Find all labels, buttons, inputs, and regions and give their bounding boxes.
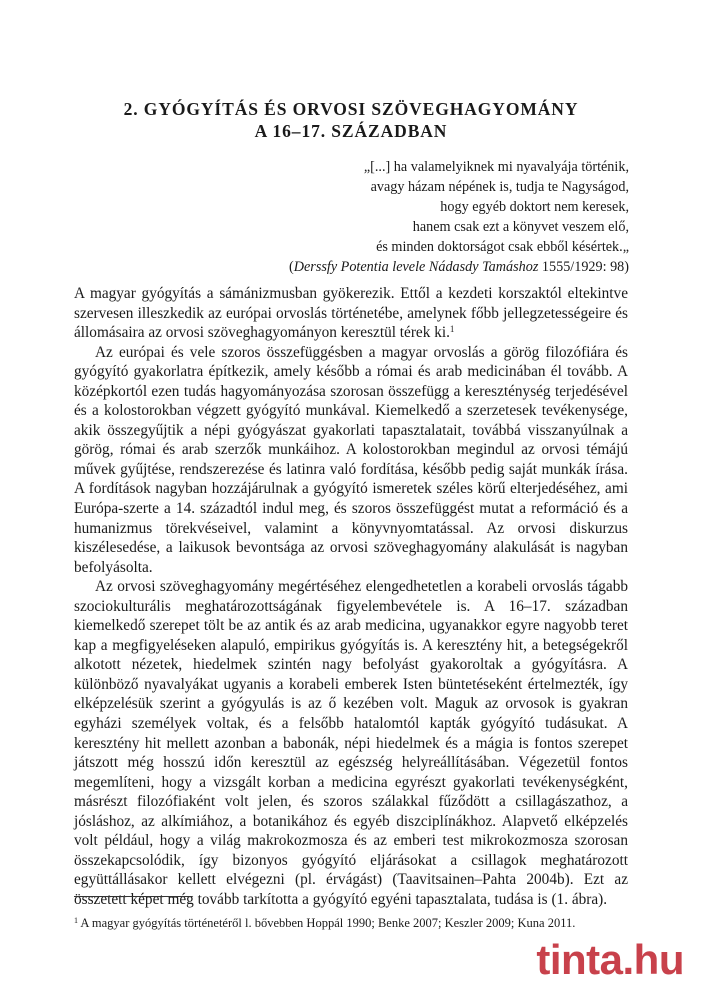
- chapter-heading: [0, 98, 702, 142]
- epigraph-line: „[...] ha valamelyiknek mi nyavalyája történik,: [363, 159, 629, 175]
- footnote-ref[interactable]: 1: [449, 324, 455, 335]
- body-text: [74, 284, 628, 910]
- chapter-heading-line-1: 2. GYÓGYÍTÁS ÉS ORVOSI SZÖVEGHAGYOMÁNY: [123, 99, 579, 119]
- epigraph-line: hogy egyéb doktort nem keresek,: [440, 199, 629, 215]
- epigraph-line: és minden doktorságot csak ebből késértek.„: [376, 239, 629, 255]
- chapter-heading-line-2: A 16–17. SZÁZADBAN: [254, 121, 448, 141]
- watermark-logo: tinta.hu: [536, 936, 684, 983]
- paragraph-3: Az orvosi szöveghagyomány megértéséhez elengedhetetlen a korabeli orvoslás tágabb szociokulturális meghatározottságának figyelembevétele is. A 16–17. században kiemelkedő szerepet tölt be az antik és az arab medicina, ugyanakkor egyre nagyobb teret kap a megfigyeléseken alapuló, empirikus gyógyítás is. A keresztény hit, a betegségekről alkotott nézetek, hiedelmek szintén nagy befolyást gyakoroltak a gyógyításra. A különböző nyavalyákat ugyanis a korabeli emberek Isten büntetéseként értelmezték, így elképzelésük szerint a gyógyulás is az ő kezében volt. Maguk az orvosok is gyakran egyházi személyek voltak, és a felsőbb hatalomtól kapták gyógyító tudásukat. A keresztény hit mellett azonban a babonák, népi hiedelmek és a mágia is fontos szerepet játszott még hosszú időn keresztül az egészség helyreállításában. Végezetül fontos megemlíteni, hogy a vizsgált korban a medicina egyrészt gyakorlati tevékenységként, másrészt filozófiaként volt jelen, és szoros szálakkal fűződött a csillagászathoz, a jósláshoz, az alkímiához, a botanikához és egyéb diszciplínákhoz. Alapvető elképzelés volt például, hogy a világ makrokozmosza és az emberi test mikrokozmosza szorosan összekapcsolódik, így bizonyos gyógyító eljárásokat a csillagok meghatározott együttállásakor kellett elvégezni (pl. érvágást) (Taavitsainen–Pahta 2004b). Ezt az összetett képet még tovább tarkította a gyógyító egyéni tapasztalata, tudása is (1. ábra).: [74, 578, 628, 908]
- footnote: [74, 915, 575, 931]
- footnote-divider: [74, 896, 192, 897]
- epigraph-line: hanem csak ezt a könyvet veszem elő,: [412, 219, 629, 235]
- epigraph-quote: [289, 157, 629, 277]
- paragraph-1: A magyar gyógyítás a sámánizmusban gyökerezik. Ettől a kezdeti korszaktól eltekintve szervesen illeszkedik az európai orvoslás történetébe, amelynek főbb jellegzetességeire és állomásaira az orvosi szöveghagyományon keresztül térek ki.$^1$: [74, 285, 628, 342]
- epigraph-citation: (Derssfy Potentia levele Nádasdy Tamáshoz 1555/1929: 98): [289, 259, 629, 275]
- epigraph-line: avagy házam népének is, tudja te Nagyságod,: [370, 179, 629, 195]
- footnote-mark: 1: [74, 916, 78, 925]
- paragraph-2: Az európai és vele szoros összefüggésben a magyar orvoslás a görög filozófiára és gyógyító gyakorlatra építkezik, amely később a római és arab medicinában él tovább. A középkortól ezen tudás hagyományozása szorosan összefügg a kereszténység terjedésével és a kolostorokban végzett gyógyító munkával. Kiemelkedő a szerzetesek tevékenysége, akik összegyűjtik a népi gyógyászat gyakorlati tapasztalatait, továbbá visszanyúlnak a görög, római és arab szerzők munkáihoz. A kolostorokban megindul az orvosi témájú művek gyűjtése, rendszerezése és latinra való fordítása, később pedig saját munkák írása. A fordítások nagyban hozzájárulnak a gyógyító ismeretek széles körű elterjedéséhez, ami Európa-szerte a 14. századtól indul meg, és szoros összefüggést mutat a reformáció és a humanizmus törekvéseivel, valamint a könyvnyomtatással. Az orvosi diskurzus kiszélesedése, a laikusok bevontsága az orvosi szöveghagyomány alakulását is nagyban befolyásolta.: [74, 343, 628, 576]
- epigraph-citation-source: Derssfy Potentia levele Nádasdy Tamáshoz: [293, 259, 539, 275]
- footnote-text: A magyar gyógyítás történetéről l. bővebben Hoppál 1990; Benke 2007; Keszler 2009; Kuna 2011.: [78, 916, 576, 930]
